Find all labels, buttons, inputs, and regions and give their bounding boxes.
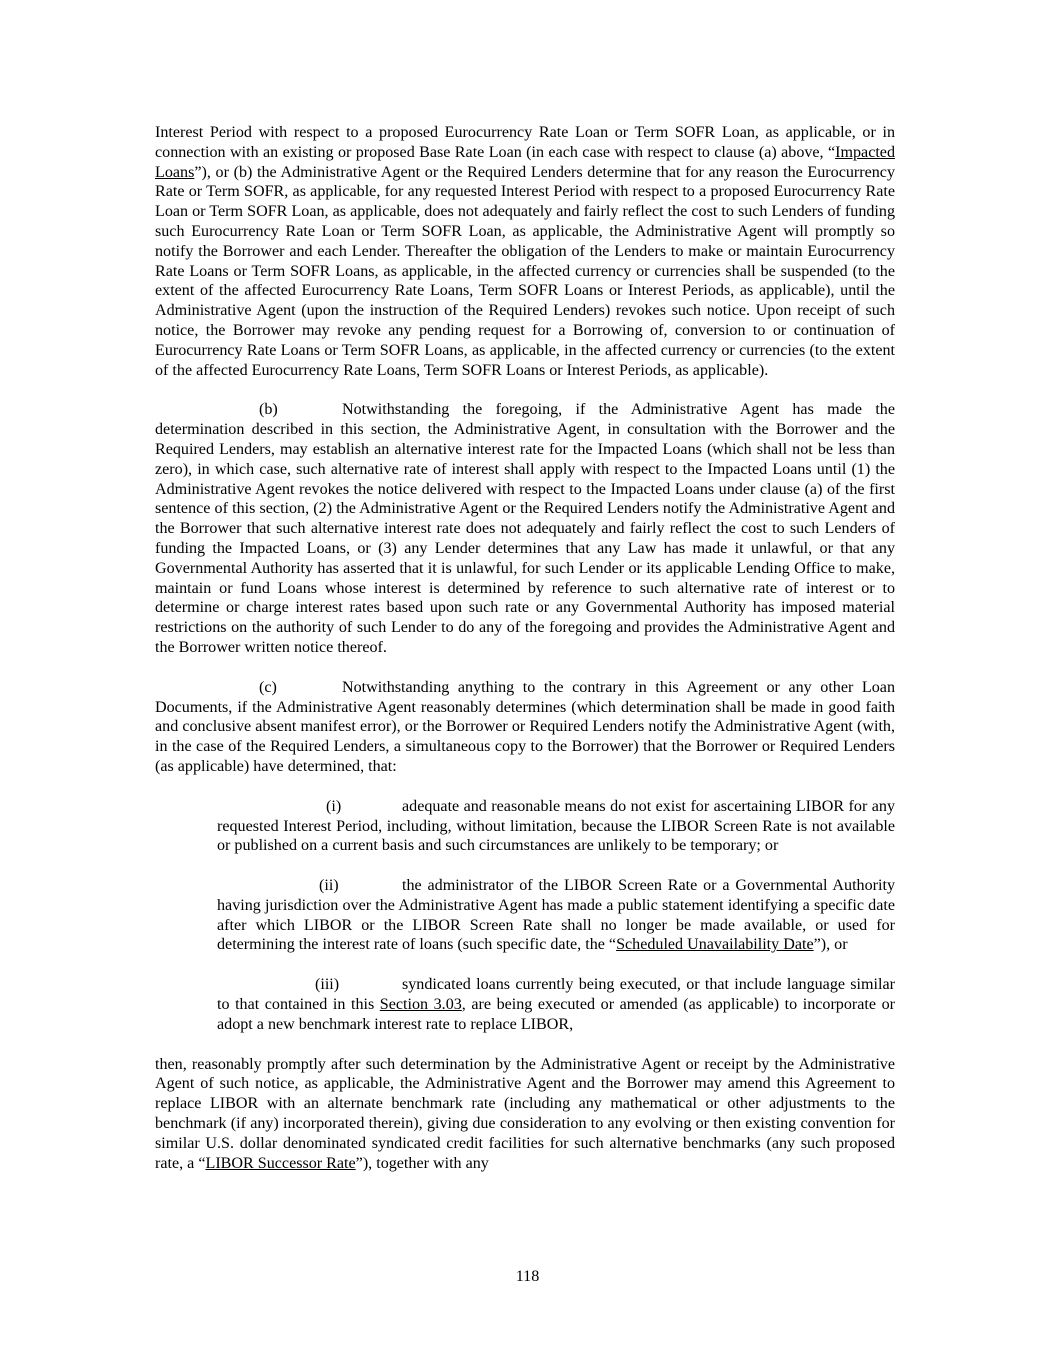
clause-i-label: (i): [326, 797, 342, 815]
document-page: [155, 123, 895, 1193]
paragraph-a-continued: Interest Period with respect to a proposed Eurocurrency Rate Loan or Term SOFR Loan, as applicable, or in connection with an existing or proposed Base Rate Loan (in each case with respect to clause (a) above, “Impacted Loans”), or (b) the Administrative Agent or the Required Lenders determine that for any reason the Eurocurrency Rate or Term SOFR, as applicable, for any requested Interest Period with respect to a proposed Eurocurrency Rate Loan or Term SOFR Loan, as applicable, does not adequately and fairly reflect the cost to such Lenders of funding such Eurocurrency Rate Loan or Term SOFR Loan, as applicable, the Administrative Agent will promptly so notify the Borrower and each Lender. Thereafter the obligation of the Lenders to make or maintain Eurocurrency Rate Loans or Term SOFR Loans, as applicable, in the affected currency or currencies shall be suspended (to the extent of the affected Eurocurrency Rate Loans, Term SOFR Loans or Interest Periods, as applicable), until the Administrative Agent (upon the instruction of the Required Lenders) revokes such notice. Upon receipt of such notice, the Borrower may revoke any pending request for a Borrowing of, conversion to or continuation of Eurocurrency Rate Loans or Term SOFR Loans, as applicable, in the affected currency or currencies (to the extent of the affected Eurocurrency Rate Loans, Term SOFR Loans or Interest Periods, as applicable).: [155, 124, 895, 379]
term-impacted-loans: Impacted Loans: [155, 143, 895, 181]
section-reference: Section 3.03: [379, 996, 462, 1014]
term-scheduled-unavailability-date: Scheduled Unavailability Date: [616, 936, 814, 954]
paragraph-c-label: (c): [259, 678, 277, 696]
clause-iii-label: (iii): [315, 976, 340, 994]
closing-paragraph: then, reasonably promptly after such determination by the Administrative Agent or receipt by the Administrative Agent of such notice, as applicable, the Administrative Agent and the Borrower may amend this Agreement to replace LIBOR with an alternate benchmark rate (including any mathematical or other adjustments to the benchmark (if any) incorporated therein), giving due consideration to any evolving or then existing convention for similar U.S. dollar denominated syndicated credit facilities for such alternative benchmarks (any such proposed rate, a “LIBOR Successor Rate”), together with any: [155, 1055, 895, 1172]
clause-i: (i) adequate and reasonable means do not exist for ascertaining LIBOR for any requested Interest Period, including, without limitation, because the LIBOR Screen Rate is not available or published on a current basis and such circumstances are unlikely to be temporary; or: [217, 797, 895, 855]
term-libor-successor-rate: LIBOR Successor Rate: [205, 1154, 356, 1172]
clause-ii-label: (ii): [319, 877, 339, 895]
clause-ii: (ii) the administrator of the LIBOR Screen Rate or a Governmental Authority having jurisdiction over the Administrative Agent has made a public statement identifying a specific date after which LIBOR or the LIBOR Screen Rate shall no longer be made available, or used for determining the interest rate of loans (such specific date, the “Scheduled Unavailability Date”), or: [217, 877, 895, 954]
paragraph-c: (c) Notwithstanding anything to the contrary in this Agreement or any other Loan Documents, if the Administrative Agent reasonably determines (which determination shall be made in good faith and conclusive absent manifest error), or the Borrower or Required Lenders notify the Administrative Agent (with, in the case of the Required Lenders, a simultaneous copy to the Borrower) that the Borrower or Required Lenders (as applicable) have determined, that:: [155, 678, 895, 775]
page-number: 118: [515, 1268, 540, 1285]
paragraph-b: (b) Notwithstanding the foregoing, if the Administrative Agent has made the determination described in this section, the Administrative Agent, in consultation with the Borrower and the Required Lenders, may establish an alternative interest rate for the Impacted Loans (which shall not be less than zero), in which case, such alternative rate of interest shall apply with respect to the Impacted Loans until (1) the Administrative Agent revokes the notice delivered with respect to the Impacted Loans under clause (a) of the first sentence of this section, (2) the Administrative Agent or the Required Lenders notify the Administrative Agent and the Borrower that such alternative interest rate does not adequately and fairly reflect the cost to such Lenders of funding the Impacted Loans, or (3) any Lender determines that any Law has made it unlawful, or that any Governmental Authority has asserted that it is unlawful, for such Lender or its applicable Lending Office to make, maintain or fund Loans whose interest is determined by reference to such alternative rate of interest or to determine or charge interest rates based upon such rate or any Governmental Authority has imposed material restrictions on the authority of such Lender to do any of the foregoing and provides the Administrative Agent and the Borrower written notice thereof.: [155, 401, 895, 656]
clause-iii: (iii) syndicated loans currently being executed, or that include language similar to that contained in this Section 3.03, are being executed or amended (as applicable) to incorporate or adopt a new benchmark interest rate to replace LIBOR,: [217, 976, 895, 1033]
paragraph-b-label: (b): [259, 401, 278, 419]
